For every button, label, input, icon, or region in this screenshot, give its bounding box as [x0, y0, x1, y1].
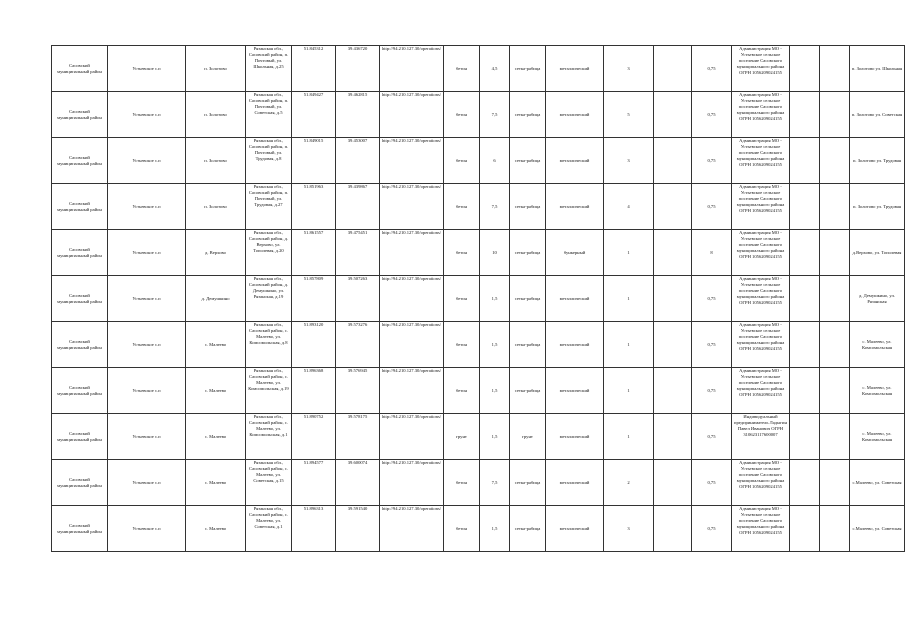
owner-cell: Администрация МО - Устьевское сельское поселение Сасовского муниципального района ОГРН 1056209024155	[732, 92, 790, 138]
district-cell: Сасовский муниципальный район	[52, 506, 108, 552]
fence-cell: сетка-рабица	[510, 368, 546, 414]
container-volume-cell: 0,75	[692, 138, 732, 184]
empty-cell	[790, 276, 820, 322]
locality-cell: с. Малеево	[186, 414, 246, 460]
url-cell: http://94.210.127.30/operations/	[380, 276, 444, 322]
owner-cell: Администрация МО - Устьевское сельское поселение Сасовского муниципального района ОГРН 1056209024155	[732, 276, 790, 322]
container-count-cell: 1	[604, 322, 654, 368]
district-cell: Сасовский муниципальный район	[52, 276, 108, 322]
locality-cell: с. Малеево	[186, 460, 246, 506]
latitude-cell: 51.890752	[292, 414, 336, 460]
settlement-cell: Устьевское с.п	[108, 138, 186, 184]
longitude-cell: 39.507263	[336, 276, 380, 322]
empty-cell	[820, 460, 850, 506]
latitude-cell: 51.845312	[292, 46, 336, 92]
address-cell: Рязанская обл., Сасовский район, п. Почтовый, ул. Школьная, д.25	[246, 46, 292, 92]
locality-cell: д. Верхово	[186, 230, 246, 276]
owner-cell: Администрация МО - Устьевское сельское поселение Сасовского муниципального района ОГРН 1056209024155	[732, 230, 790, 276]
served-objects-cell: п. Золотово ул. Школьная	[850, 46, 905, 92]
table-row	[52, 414, 905, 460]
area-cell: 7,5	[480, 460, 510, 506]
settlement-cell: Устьевское с.п	[108, 92, 186, 138]
container-type-cell: металлический	[546, 138, 604, 184]
waste-sites-table	[51, 45, 905, 552]
longitude-cell: 39.573276	[336, 322, 380, 368]
longitude-cell: 39.462815	[336, 92, 380, 138]
url-cell: http://94.210.127.30/operations/	[380, 368, 444, 414]
served-objects-cell: п. Золотово ул. Советская	[850, 92, 905, 138]
fence-cell: сетка-рабица	[510, 184, 546, 230]
district-cell: Сасовский муниципальный район	[52, 322, 108, 368]
fence-cell: сетка-рабица	[510, 92, 546, 138]
empty-cell	[820, 138, 850, 184]
settlement-cell: Устьевское с.п	[108, 46, 186, 92]
fence-cell: сетка-рабица	[510, 230, 546, 276]
served-objects-cell: д.Верхово, ул. Тополевая	[850, 230, 905, 276]
area-cell: 1,5	[480, 414, 510, 460]
cover-cell: бетон	[444, 322, 480, 368]
container-count-cell: 3	[604, 46, 654, 92]
cover-cell: бетон	[444, 368, 480, 414]
document-page	[51, 45, 903, 552]
container-count-cell: 1	[604, 276, 654, 322]
address-cell: Рязанская обл., Сасовский район, п. Почтовый, ул. Трудовая, д.27	[246, 184, 292, 230]
longitude-cell: 39.475451	[336, 230, 380, 276]
cover-cell: бетон	[444, 46, 480, 92]
container-type-cell: металлический	[546, 322, 604, 368]
container-volume-cell: 0,75	[692, 276, 732, 322]
url-cell: http://94.210.127.30/operations/	[380, 138, 444, 184]
latitude-cell: 51.894577	[292, 460, 336, 506]
container-volume-cell: 0,75	[692, 414, 732, 460]
empty-cell	[820, 322, 850, 368]
cover-cell: бетон	[444, 184, 480, 230]
district-cell: Сасовский муниципальный район	[52, 46, 108, 92]
container-volume-cell: 0,75	[692, 368, 732, 414]
cover-cell: бетон	[444, 230, 480, 276]
locality-cell: д. Демушкино	[186, 276, 246, 322]
area-cell: 6	[480, 138, 510, 184]
owner-cell: Администрация МО - Устьевское сельское поселение Сасовского муниципального района ОГРН 1056209024155	[732, 138, 790, 184]
container-type-cell: металлический	[546, 184, 604, 230]
latitude-cell: 51.851963	[292, 184, 336, 230]
container-count-cell: 2	[604, 460, 654, 506]
area-cell: 1,5	[480, 276, 510, 322]
settlement-cell: Устьевское с.п	[108, 276, 186, 322]
container-volume-cell: 0,75	[692, 322, 732, 368]
empty-cell	[790, 184, 820, 230]
container-count-cell: 3	[604, 506, 654, 552]
locality-cell: п. Золотово	[186, 138, 246, 184]
locality-cell: п. Золотово	[186, 92, 246, 138]
fence-cell: сетка-рабица	[510, 138, 546, 184]
table-row	[52, 506, 905, 552]
container-count-cell: 1	[604, 230, 654, 276]
locality-cell: п. Золотово	[186, 46, 246, 92]
area-cell: 1,5	[480, 322, 510, 368]
address-cell: Рязанская обл., Сасовский район, д. Демушкино, ул. Рязанская, д.19	[246, 276, 292, 322]
fence-cell: сетка-рабица	[510, 276, 546, 322]
cover-cell: бетон	[444, 276, 480, 322]
district-cell: Сасовский муниципальный район	[52, 184, 108, 230]
owner-cell: Администрация МО - Устьевское сельское поселение Сасовского муниципального района ОГРН 1056209024155	[732, 506, 790, 552]
empty-cell	[654, 92, 692, 138]
longitude-cell: 39.578175	[336, 414, 380, 460]
area-cell: 4,5	[480, 46, 510, 92]
cover-cell: бетон	[444, 92, 480, 138]
cover-cell: бетон	[444, 506, 480, 552]
settlement-cell: Устьевское с.п	[108, 230, 186, 276]
container-type-cell: металлический	[546, 506, 604, 552]
longitude-cell: 39.600074	[336, 460, 380, 506]
longitude-cell: 39.439867	[336, 184, 380, 230]
url-cell: http://94.210.127.30/operations/	[380, 322, 444, 368]
fence-cell: сетка-рабица	[510, 460, 546, 506]
fence-cell: сетка-рабица	[510, 322, 546, 368]
container-type-cell: металлический	[546, 276, 604, 322]
table-row	[52, 46, 905, 92]
url-cell: http://94.210.127.30/operations/	[380, 460, 444, 506]
container-type-cell: бункерный	[546, 230, 604, 276]
area-cell: 10	[480, 230, 510, 276]
district-cell: Сасовский муниципальный район	[52, 414, 108, 460]
container-type-cell: металлический	[546, 460, 604, 506]
empty-cell	[790, 506, 820, 552]
latitude-cell: 51.849427	[292, 92, 336, 138]
address-cell: Рязанская обл., Сасовский район, п. Почтовый, ул. Трудовая, д.8	[246, 138, 292, 184]
empty-cell	[790, 230, 820, 276]
table-row	[52, 138, 905, 184]
container-volume-cell: 0,75	[692, 46, 732, 92]
empty-cell	[790, 460, 820, 506]
district-cell: Сасовский муниципальный район	[52, 460, 108, 506]
table-row	[52, 322, 905, 368]
container-count-cell: 5	[604, 92, 654, 138]
address-cell: Рязанская обл., Сасовский район, с. Малеево, ул. Комсомольская, д.8	[246, 322, 292, 368]
empty-cell	[654, 138, 692, 184]
area-cell: 1,5	[480, 368, 510, 414]
container-volume-cell: 0,75	[692, 506, 732, 552]
district-cell: Сасовский муниципальный район	[52, 368, 108, 414]
empty-cell	[820, 184, 850, 230]
container-volume-cell: 8	[692, 230, 732, 276]
empty-cell	[654, 46, 692, 92]
fence-cell: грунт	[510, 414, 546, 460]
area-cell: 7,5	[480, 184, 510, 230]
latitude-cell: 51.849015	[292, 138, 336, 184]
district-cell: Сасовский муниципальный район	[52, 230, 108, 276]
served-objects-cell: с. Малеево, ул. Комсомольская	[850, 368, 905, 414]
empty-cell	[790, 138, 820, 184]
table-row	[52, 230, 905, 276]
latitude-cell: 51.861557	[292, 230, 336, 276]
table-row	[52, 184, 905, 230]
url-cell: http://94.210.127.30/operations/	[380, 230, 444, 276]
empty-cell	[654, 276, 692, 322]
area-cell: 7,5	[480, 92, 510, 138]
empty-cell	[820, 92, 850, 138]
latitude-cell: 51.896313	[292, 506, 336, 552]
cover-cell: бетон	[444, 138, 480, 184]
latitude-cell: 51.893120	[292, 322, 336, 368]
settlement-cell: Устьевское с.п	[108, 368, 186, 414]
container-volume-cell: 0,75	[692, 92, 732, 138]
owner-cell: Индивидуальный предприниматель Ладыгин Павел Иванович ОГРН 310623117600007	[732, 414, 790, 460]
table-row	[52, 276, 905, 322]
container-volume-cell: 0,75	[692, 460, 732, 506]
url-cell: http://94.210.127.30/operations/	[380, 92, 444, 138]
locality-cell: п. Золотово	[186, 184, 246, 230]
served-objects-cell: п. Золотово ул. Трудовая	[850, 138, 905, 184]
district-cell: Сасовский муниципальный район	[52, 92, 108, 138]
url-cell: http://94.210.127.30/operations/	[380, 506, 444, 552]
locality-cell: с. Малеево	[186, 322, 246, 368]
empty-cell	[790, 414, 820, 460]
owner-cell: Администрация МО - Устьевское сельское поселение Сасовского муниципального района ОГРН 1056209024155	[732, 184, 790, 230]
url-cell: http://94.210.127.30/operations/	[380, 46, 444, 92]
table-row	[52, 92, 905, 138]
empty-cell	[820, 276, 850, 322]
settlement-cell: Устьевское с.п	[108, 322, 186, 368]
empty-cell	[654, 322, 692, 368]
address-cell: Рязанская обл., Сасовский район, с. Малеево, ул. Комсомольская, д.19	[246, 368, 292, 414]
served-objects-cell: с. Малеево, ул. Комсомольская	[850, 322, 905, 368]
longitude-cell: 39.591540	[336, 506, 380, 552]
url-cell: http://94.210.127.30/operations/	[380, 414, 444, 460]
empty-cell	[654, 368, 692, 414]
served-objects-cell: с. Малеево, ул. Комсомольская	[850, 414, 905, 460]
served-objects-cell: п. Золотово ул. Трудовая	[850, 184, 905, 230]
empty-cell	[790, 46, 820, 92]
locality-cell: с. Малеево	[186, 368, 246, 414]
empty-cell	[654, 230, 692, 276]
longitude-cell: 39.576945	[336, 368, 380, 414]
longitude-cell: 39.436720	[336, 46, 380, 92]
container-type-cell: металлический	[546, 368, 604, 414]
empty-cell	[820, 414, 850, 460]
owner-cell: Администрация МО - Устьевское сельское поселение Сасовского муниципального района ОГРН 1056209024155	[732, 460, 790, 506]
cover-cell: бетон	[444, 460, 480, 506]
empty-cell	[654, 414, 692, 460]
table-body	[52, 46, 905, 552]
fence-cell: сетка-рабица	[510, 46, 546, 92]
empty-cell	[820, 46, 850, 92]
address-cell: Рязанская обл., Сасовский район, с. Малеево, ул. Советская, д.1	[246, 506, 292, 552]
empty-cell	[790, 92, 820, 138]
latitude-cell: 51.896368	[292, 368, 336, 414]
served-objects-cell: с.Малеево, ул. Советская	[850, 506, 905, 552]
address-cell: Рязанская обл., Сасовский район, с. Малеево, ул. Советская, д.15	[246, 460, 292, 506]
empty-cell	[654, 184, 692, 230]
served-objects-cell: с.Малеево, ул. Советская	[850, 460, 905, 506]
served-objects-cell: д. Демушкино, ул. Рязанская	[850, 276, 905, 322]
container-count-cell: 1	[604, 414, 654, 460]
container-type-cell: металлический	[546, 46, 604, 92]
cover-cell: грунт	[444, 414, 480, 460]
address-cell: Рязанская обл., Сасовский район, д. Верхово, ул. Тополевая, д.20	[246, 230, 292, 276]
container-count-cell: 1	[604, 368, 654, 414]
settlement-cell: Устьевское с.п	[108, 506, 186, 552]
table-row	[52, 460, 905, 506]
table-row	[52, 368, 905, 414]
empty-cell	[654, 506, 692, 552]
empty-cell	[790, 368, 820, 414]
empty-cell	[820, 368, 850, 414]
longitude-cell: 39.453007	[336, 138, 380, 184]
container-volume-cell: 0,75	[692, 184, 732, 230]
settlement-cell: Устьевское с.п	[108, 184, 186, 230]
url-cell: http://94.210.127.30/operations/	[380, 184, 444, 230]
area-cell: 1,5	[480, 506, 510, 552]
fence-cell: сетка-рабица	[510, 506, 546, 552]
empty-cell	[820, 230, 850, 276]
district-cell: Сасовский муниципальный район	[52, 138, 108, 184]
latitude-cell: 51.857809	[292, 276, 336, 322]
address-cell: Рязанская обл., Сасовский район, п. Почтовый, ул. Советская, д.5	[246, 92, 292, 138]
owner-cell: Администрация МО - Устьевское сельское поселение Сасовского муниципального района ОГРН 1056209024155	[732, 322, 790, 368]
container-type-cell: металлический	[546, 414, 604, 460]
locality-cell: с. Малеево	[186, 506, 246, 552]
empty-cell	[790, 322, 820, 368]
container-type-cell: металлический	[546, 92, 604, 138]
container-count-cell: 4	[604, 184, 654, 230]
settlement-cell: Устьевское с.п	[108, 460, 186, 506]
settlement-cell: Устьевское с.п	[108, 414, 186, 460]
container-count-cell: 3	[604, 138, 654, 184]
address-cell: Рязанская обл., Сасовский район, с. Малеево, ул. Комсомольская, д.1	[246, 414, 292, 460]
owner-cell: Администрация МО - Устьевское сельское поселение Сасовского муниципального района ОГРН 1056209024155	[732, 368, 790, 414]
empty-cell	[820, 506, 850, 552]
empty-cell	[654, 460, 692, 506]
owner-cell: Администрация МО - Устьевское сельское поселение Сасовского муниципального района ОГРН 1056209024155	[732, 46, 790, 92]
